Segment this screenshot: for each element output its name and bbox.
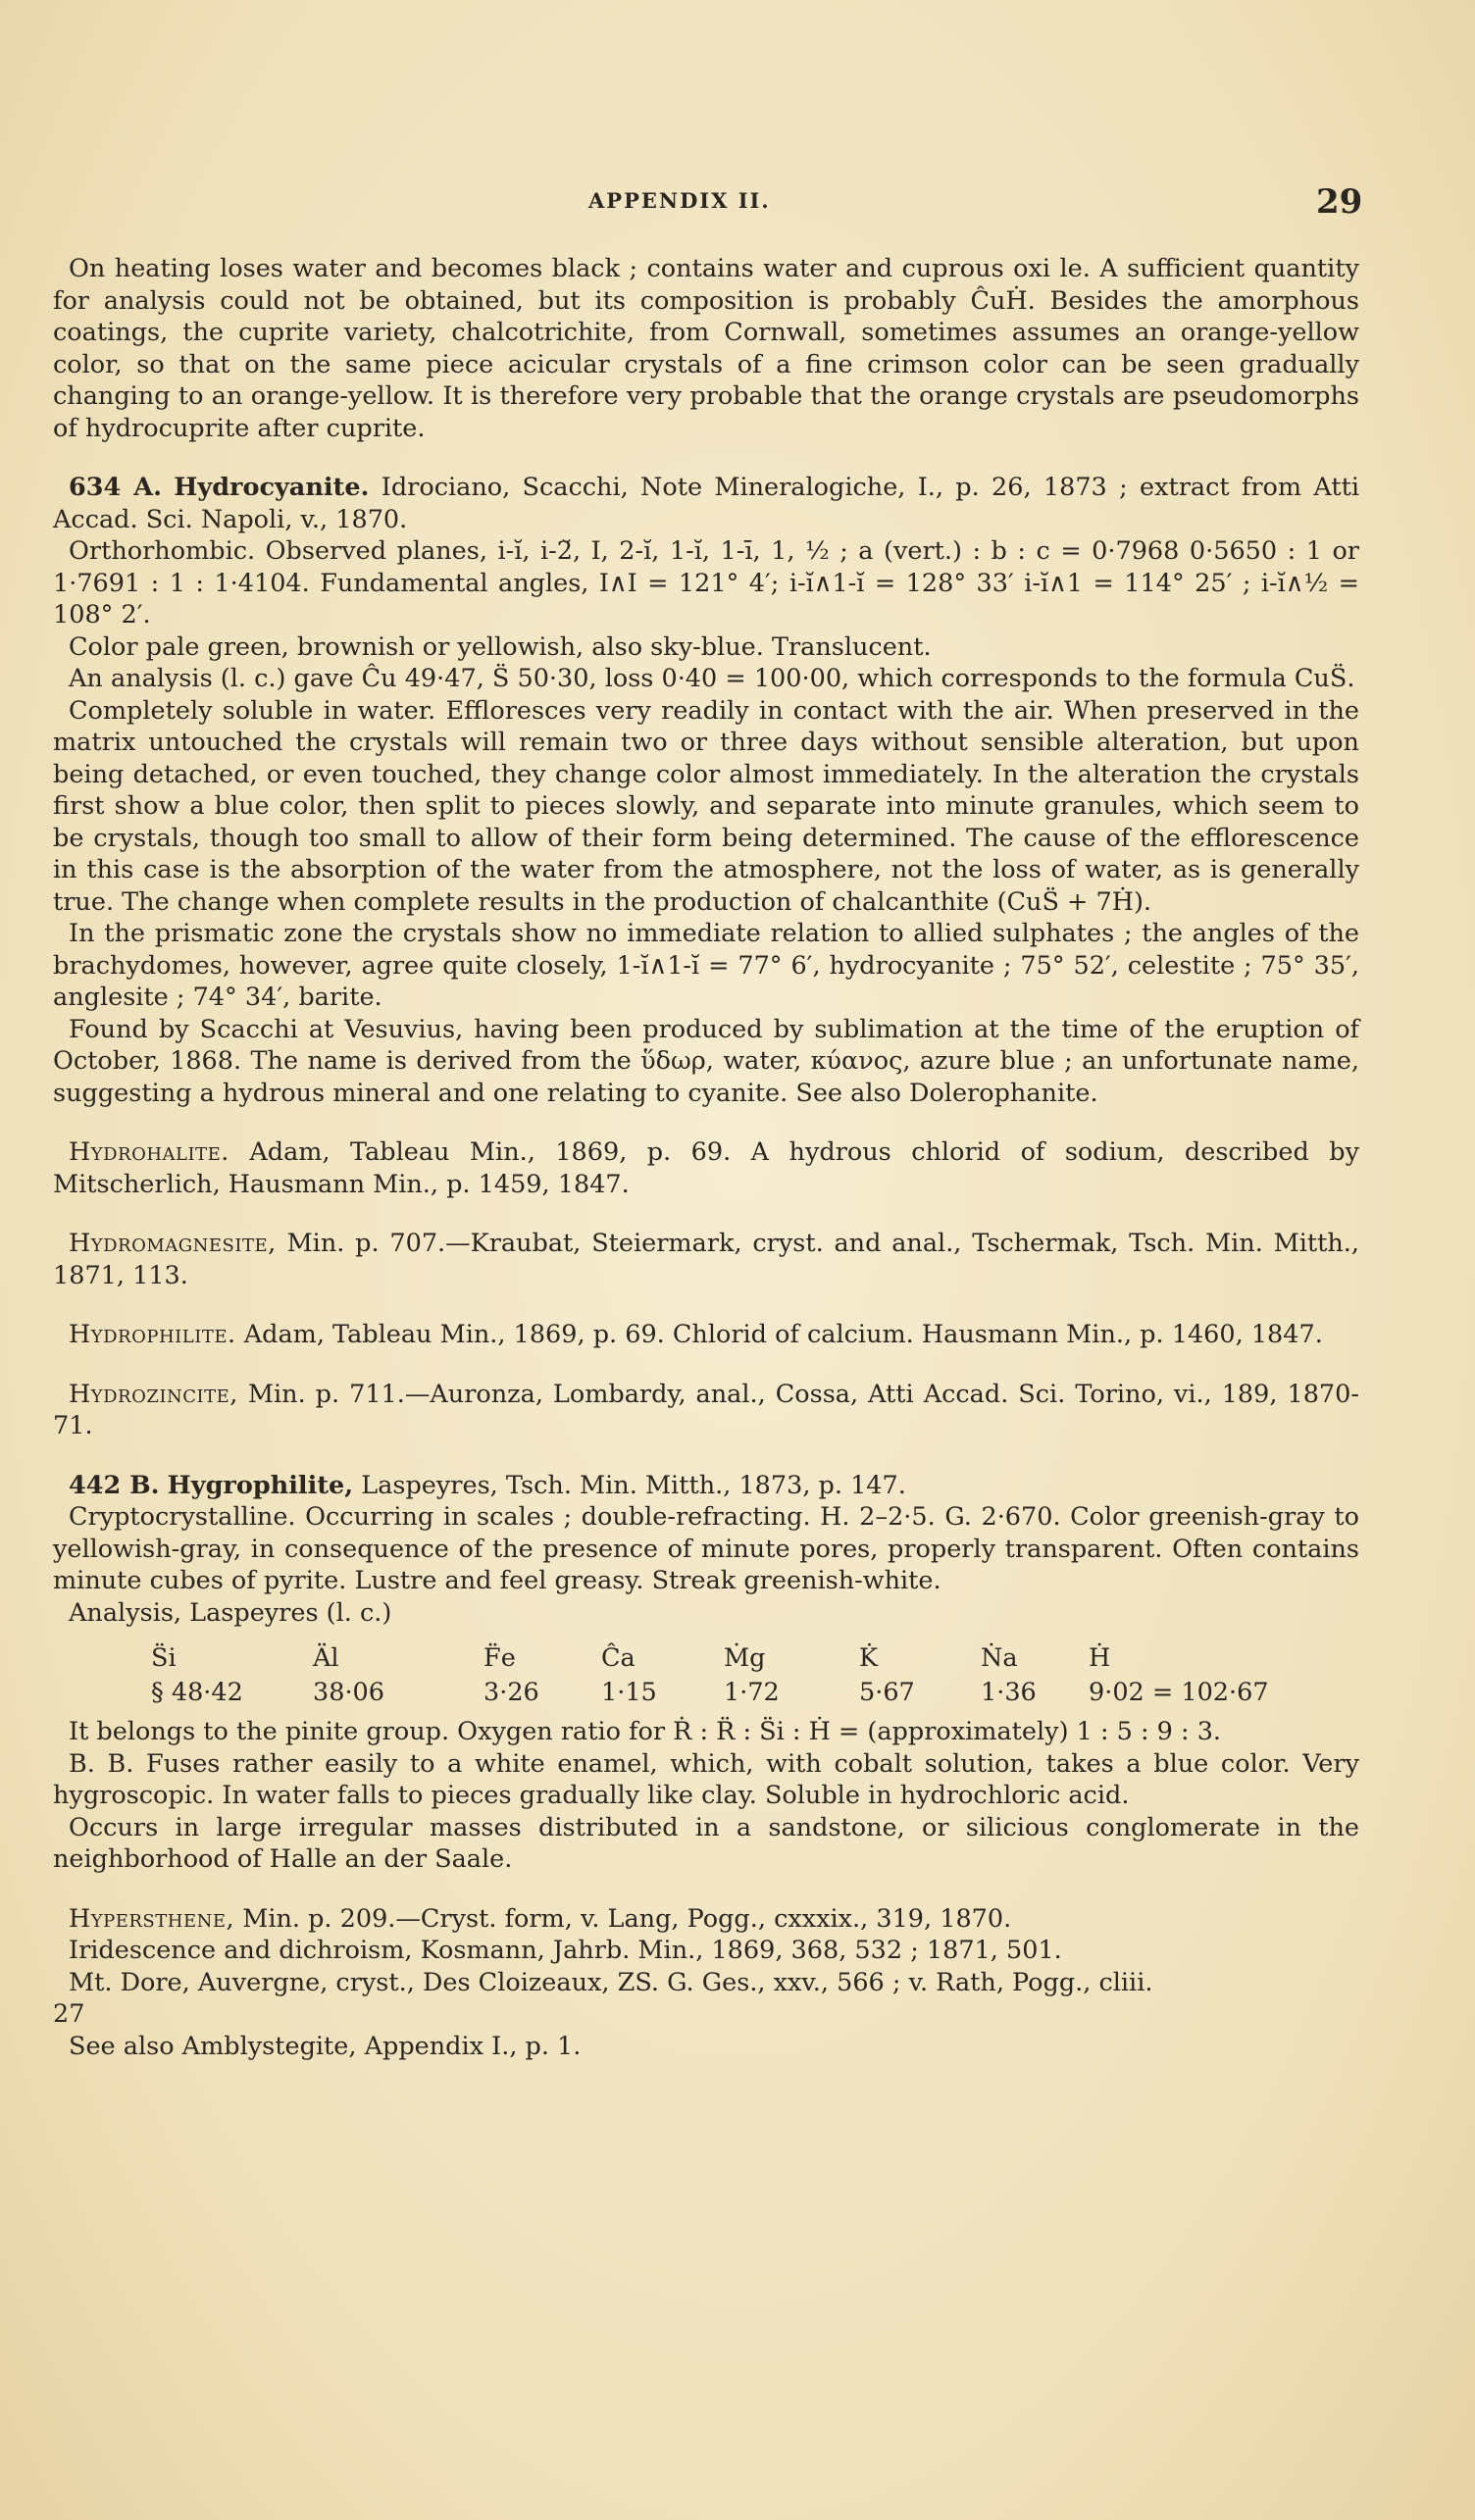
entry-name: Hydromagnesite,: [69, 1229, 277, 1258]
analysis-value: 1·36: [981, 1677, 1037, 1707]
entry-text: Min. p. 707.—Kraubat, Steiermark, cryst. and anal., Tschermak, Tsch. Min. Mitth., 1871, 113.: [53, 1229, 1359, 1290]
page-header: [0, 182, 1475, 222]
entry-name: Hydrozincite,: [69, 1379, 238, 1409]
color-paragraph: Color pale green, brownish or yellowish, also sky-blue. Translucent.: [69, 631, 932, 662]
angles-paragraph: In the prismatic zone the crystals show no immediate relation to allied sulphates ; the angles of the brachydomes, however, agree quite closely, 1-ĭ∧1-ĭ = 77° 6′, hydrocyanite ; 75° 52′, celestite ; 75° 35′, anglesite ; 74° 34′, barite.: [53, 919, 1359, 1012]
analysis-header: Ḣ: [1089, 1643, 1111, 1673]
analysis-value: 3·26: [483, 1677, 539, 1707]
hydromagnesite-entry: [53, 1228, 1359, 1291]
entry-text: Min. p. 711.—Auronza, Lombardy, anal., Cossa, Atti Accad. Sci. Torino, vi., 189, 1870-71.: [53, 1379, 1359, 1440]
entry-lead: Idrociano, Scacchi, Note Mineralogiche, I., p. 26, 1873 ; extract from Atti Accad. Sci. Napoli, v., 1870.: [53, 473, 1359, 534]
entry-text: Min. p. 209.—Cryst. form, v. Lang, Pogg., cxxxix., 319, 1870.: [242, 1903, 1012, 1934]
entry-name: Hygrophilite,: [167, 1470, 354, 1500]
entry-name: Hydrohalite.: [69, 1137, 229, 1167]
hypersthene-entry: [53, 1903, 1359, 2063]
hydrozincite-entry: [53, 1379, 1359, 1442]
analysis-paragraph: An analysis (l. c.) gave Ĉu 49·47, S̈ 50·30, loss 0·40 = 100·00, which corresponds to the formula CuS̈.: [69, 664, 1355, 693]
entry-name: Hydrophilite.: [69, 1320, 236, 1349]
analysis-value: § 48·42: [151, 1677, 243, 1707]
entry-number: 442 B.: [69, 1470, 160, 1500]
analysis-header: Ṅa: [981, 1643, 1018, 1673]
page-body: [53, 253, 1359, 2062]
hygrophilite-entry: [53, 1470, 1359, 1876]
hydrocyanite-heading-paragraph: [53, 472, 1359, 535]
entry-text: Adam, Tableau Min., 1869, p. 69. Chlorid of calcium. Hausmann Min., p. 1460, 1847.: [243, 1320, 1323, 1349]
entry-number: 634 A.: [69, 473, 162, 502]
analysis-value: 38·06: [313, 1677, 385, 1707]
running-title: APPENDIX II.: [588, 188, 771, 213]
occurrence-paragraph: Occurs in large irregular masses distributed in a sandstone, or silicious conglomerate in the neighborhood of Halle an der Saale.: [53, 1812, 1359, 1874]
hydrocyanite-entry: [53, 472, 1359, 1109]
analysis-header: Ṁg: [724, 1643, 766, 1673]
entry-text: Adam, Tableau Min., 1869, p. 69. A hydrous chlorid of sodium, described by Mitscherlich, Hausmann Min., p. 1459, 1847.: [53, 1137, 1359, 1199]
hygrophilite-heading-paragraph: [53, 1470, 1359, 1502]
entry-name: Hydrocyanite.: [174, 473, 370, 502]
intro-paragraph: On heating loses water and becomes black ; contains water and cuprous oxi le. A sufficient quantity for analysis could not be obtained, but its composition is probably ĈuḢ. Besides the amorphous coatings, the cuprite variety, chalcotrichite, from Cornwall, sometimes assumes an orange-yellow color, so that on the same piece acicular crystals of a fine crimson color can be seen gradually changing to an orange-yellow. It is therefore very probable that the orange crystals are pseudomorphs of hydrocuprite after cuprite.: [53, 254, 1359, 443]
entry-lead: Laspeyres, Tsch. Min. Mitth., 1873, p. 147.: [361, 1470, 906, 1500]
see-also-line: See also Amblystegite, Appendix I., p. 1.: [69, 2031, 582, 2061]
crystal-paragraph: Orthorhombic. Observed planes, i-ĭ, i-2̆, I, 2-ĭ, 1-ĭ, 1-ī, 1, ½ ; a (vert.) : b : c = 0·7968 0·5650 : 1 or 1·7691 : 1 : 1·4104. Fundamental angles, I∧I = 121° 4′; i-ĭ∧1-ĭ = 128° 33′ i-ĭ∧1 = 114° 25′ ; i-ĭ∧½ = 108° 2′.: [53, 536, 1359, 630]
analysis-value: 5·67: [859, 1677, 915, 1707]
mt-dore-line: Mt. Dore, Auvergne, cryst., Des Cloizeaux, ZS. G. Ges., xxv., 566 ; v. Rath, Pogg., cliii.: [69, 1967, 1153, 1997]
analysis-header: S̈i: [151, 1643, 177, 1673]
entry-name: Hypersthene,: [69, 1903, 235, 1934]
analysis-value: 1·72: [724, 1677, 780, 1707]
hydrohalite-entry: [53, 1136, 1359, 1200]
analysis-header: Ĉa: [601, 1643, 636, 1673]
locality-paragraph: Found by Scacchi at Vesuvius, having been produced by sublimation at the time of the eruption of October, 1868. The name is derived from the ὕδωρ, water, κύανος, azure blue ; an unfortunate name, suggesting a hydrous mineral and one relating to cyanite. See also Dolerophanite.: [53, 1014, 1359, 1108]
solubility-paragraph: Completely soluble in water. Effloresces very readily in contact with the air. When preserved in the matrix untouched the crystals will remain two or three days without sensible alteration, but upon being detached, or even touched, they change color almost immediately. In the alteration the crystals first show a blue color, then split to pieces slowly, and separate into minute granules, which seem to be crystals, though too small to allow of their form being determined. The cause of the efflorescence in this case is the absorption of the water from the atmosphere, not the loss of water, as is generally true. The change when complete results in the production of chalcanthite (CuS̈ + 7Ḣ).: [53, 695, 1359, 917]
analysis-table: [53, 1642, 1359, 1708]
oxygen-ratio-paragraph: It belongs to the pinite group. Oxygen ratio for Ṙ : R̈ : S̈i : Ḣ = (approximately) 1 : 5 : 9 : 3.: [69, 1717, 1222, 1746]
analysis-header: K̇: [859, 1643, 879, 1673]
properties-paragraph: Cryptocrystalline. Occurring in scales ; double-refracting. H. 2–2·5. G. 2·670. Color greenish-gray to yellowish-gray, in consequence of the presence of minute pores, properly transparent. Often contains minute cubes of pyrite. Lustre and feel greasy. Streak greenish-white.: [53, 1502, 1359, 1595]
analysis-value: 1·15: [601, 1677, 657, 1707]
analysis-header: F̈e: [483, 1643, 516, 1673]
blowpipe-paragraph: B. B. Fuses rather easily to a white enamel, which, with cobalt solution, takes a blue color. Very hygroscopic. In water falls to pieces gradually like clay. Soluble in hydrochloric acid.: [53, 1748, 1359, 1810]
page-number: 29: [1316, 182, 1363, 222]
analysis-caption: Analysis, Laspeyres (l. c.): [69, 1597, 392, 1628]
analysis-header: Äl: [313, 1643, 339, 1673]
iridescence-line: Iridescence and dichroism, Kosmann, Jahrb. Min., 1869, 368, 532 ; 1871, 501.: [69, 1936, 1062, 1965]
analysis-value: 9·02 = 102·67: [1089, 1677, 1269, 1707]
hydrophilite-entry: [53, 1319, 1359, 1351]
signature-mark: 27: [53, 1999, 85, 2029]
